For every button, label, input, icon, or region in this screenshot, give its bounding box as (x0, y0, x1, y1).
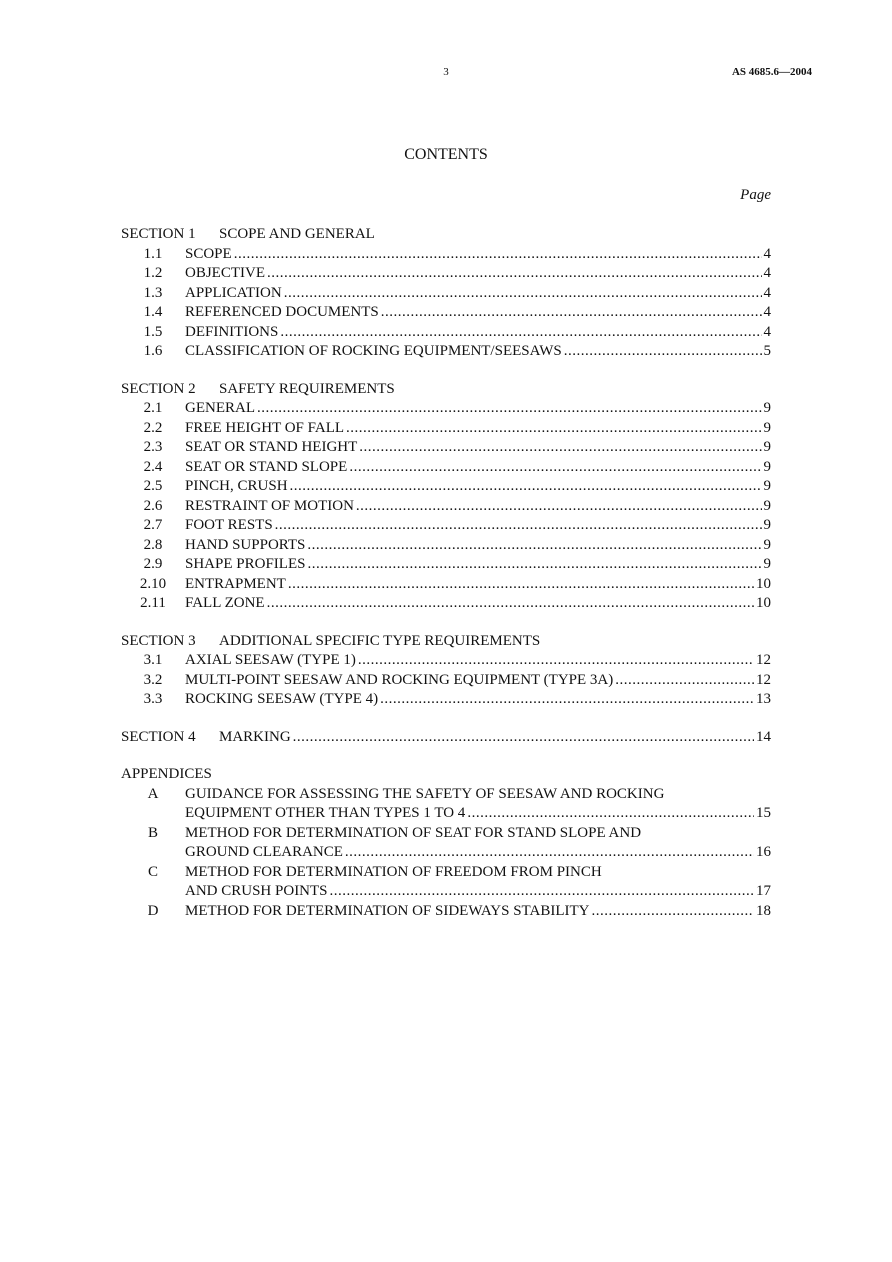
toc-entry[interactable] (121, 594, 771, 614)
clause-number: 3.3 (143, 691, 163, 707)
clause-number: 2.4 (143, 458, 163, 475)
page-column-label: Page (740, 187, 771, 203)
clause-title: REFERENCED DOCUMENTS (185, 304, 379, 320)
dot-leader (346, 419, 761, 439)
toc-entry[interactable] (121, 575, 771, 595)
toc-entry[interactable] (121, 728, 771, 748)
page-number: 4 (763, 265, 771, 281)
dot-leader (234, 245, 762, 265)
clause-title: SEAT OR STAND HEIGHT (185, 439, 358, 455)
toc-entry[interactable] (121, 690, 771, 710)
header-page-number: 3 (443, 66, 449, 78)
section-2-block (121, 380, 771, 614)
dot-leader (358, 651, 754, 671)
section-title: SCOPE AND GENERAL (219, 226, 375, 242)
appendix-title: GUIDANCE FOR ASSESSING THE SAFETY OF SEESAW AND ROCKING (185, 785, 665, 802)
section-heading[interactable] (121, 225, 771, 245)
section-number: SECTION 1 (121, 226, 196, 242)
appendix-letter: D (147, 902, 159, 919)
dot-leader (284, 284, 762, 304)
page-number: 4 (763, 304, 771, 320)
dot-leader (467, 804, 754, 824)
toc-entry[interactable] (121, 264, 771, 284)
page-number: 5 (763, 343, 771, 359)
clause-number: 3.1 (143, 652, 163, 668)
toc-entry[interactable] (121, 342, 771, 362)
clause-number: 1.5 (143, 323, 163, 340)
appendix-letter: B (147, 824, 158, 841)
appendix-title-cont: AND CRUSH POINTS (185, 883, 328, 899)
page-number: 9 (763, 497, 771, 514)
page-number: 10 (756, 595, 771, 611)
toc-entry[interactable] (121, 438, 771, 458)
appendix-entry-line[interactable] (121, 843, 771, 863)
toc-entry[interactable] (121, 651, 771, 671)
page-number: 9 (763, 536, 771, 553)
appendix-title: METHOD FOR DETERMINATION OF FREEDOM FROM PINCH (185, 863, 602, 880)
section-number: SECTION 3 (121, 632, 196, 649)
dot-leader (275, 516, 762, 536)
dot-leader (381, 303, 762, 323)
dot-leader (592, 902, 755, 922)
toc-entry[interactable] (121, 458, 771, 478)
appendix-entry-line[interactable] (121, 804, 771, 824)
clause-title: OBJECTIVE (185, 265, 265, 281)
dot-leader (307, 536, 761, 556)
clause-number: 2.9 (143, 556, 163, 572)
dot-leader (290, 477, 762, 497)
dot-leader (288, 575, 754, 595)
appendix-title: METHOD FOR DETERMINATION OF SIDEWAYS STABILITY (185, 902, 590, 919)
page-number: 12 (756, 652, 771, 668)
section-heading[interactable] (121, 632, 771, 652)
toc-entry[interactable] (121, 477, 771, 497)
clause-title: RESTRAINT OF MOTION (185, 497, 354, 514)
appendices-heading[interactable]: APPENDICES (121, 766, 212, 782)
clause-title: APPLICATION (185, 284, 282, 301)
section-title: ADDITIONAL SPECIFIC TYPE REQUIREMENTS (219, 632, 541, 649)
clause-number: 2.10 (139, 575, 167, 592)
toc-entry[interactable] (121, 323, 771, 343)
section-title: SAFETY REQUIREMENTS (219, 380, 395, 397)
section-number: SECTION 2 (121, 380, 196, 397)
page-number: 4 (763, 245, 771, 262)
page-number: 4 (763, 284, 771, 301)
toc-entry[interactable] (121, 671, 771, 691)
dot-leader (615, 671, 754, 691)
clause-number: 3.2 (143, 671, 163, 688)
toc-entry[interactable] (121, 536, 771, 556)
clause-number: 1.4 (143, 304, 163, 320)
clause-title: ROCKING SEESAW (TYPE 4) (185, 691, 379, 707)
appendix-entry-line[interactable] (121, 882, 771, 902)
clause-title: SHAPE PROFILES (185, 556, 306, 572)
page-number: 16 (756, 844, 771, 860)
appendix-title: METHOD FOR DETERMINATION OF SEAT FOR STAND SLOPE AND (185, 824, 642, 841)
dot-leader (345, 843, 754, 863)
page-number: 9 (763, 517, 771, 533)
clause-title: HAND SUPPORTS (185, 536, 306, 553)
clause-number: 2.8 (143, 536, 163, 553)
appendix-letter: C (147, 863, 158, 880)
clause-title: GENERAL (185, 400, 255, 416)
clause-number: 1.2 (143, 265, 163, 281)
table-of-contents (121, 225, 771, 939)
toc-entry[interactable] (121, 497, 771, 517)
clause-number: 2.6 (143, 497, 163, 514)
clause-title: ENTRAPMENT (185, 575, 286, 592)
dot-leader (307, 555, 761, 575)
appendix-entry-line[interactable] (121, 902, 771, 922)
clause-number: 2.7 (143, 517, 163, 533)
page-number: 13 (756, 691, 771, 707)
toc-entry[interactable] (121, 284, 771, 304)
clause-number: 1.1 (143, 245, 163, 262)
toc-entry[interactable] (121, 399, 771, 419)
page-number: 10 (756, 575, 771, 592)
clause-title: AXIAL SEESAW (TYPE 1) (185, 652, 356, 668)
page-number: 4 (763, 323, 771, 340)
appendix-entry-line[interactable] (121, 824, 771, 844)
page-number: 9 (763, 419, 771, 436)
appendix-title-cont: EQUIPMENT OTHER THAN TYPES 1 TO 4 (185, 805, 466, 821)
dot-leader (267, 594, 754, 614)
dot-leader (359, 438, 761, 458)
clause-title: FALL ZONE (185, 595, 265, 611)
appendix-entry-line[interactable] (121, 785, 771, 805)
clause-title: DEFINITIONS (185, 323, 279, 340)
dot-leader (380, 690, 754, 710)
page-number: 14 (756, 728, 771, 745)
clause-title: FREE HEIGHT OF FALL (185, 419, 345, 436)
dot-leader (564, 342, 762, 362)
dot-leader (257, 399, 762, 419)
page-number: 9 (763, 478, 771, 494)
page-number: 17 (756, 883, 771, 899)
appendix-letter: A (147, 785, 159, 802)
clause-number: 2.1 (143, 400, 163, 416)
clause-title: SEAT OR STAND SLOPE (185, 458, 348, 475)
dot-leader (330, 882, 754, 902)
section-title: MARKING (219, 728, 291, 745)
dot-leader (293, 728, 754, 748)
section-number: SECTION 4 (121, 728, 196, 745)
appendix-entry-line[interactable] (121, 863, 771, 883)
toc-entry[interactable] (121, 555, 771, 575)
section-4-block (121, 728, 771, 748)
section-3-block (121, 632, 771, 710)
toc-entry[interactable] (121, 419, 771, 439)
clause-title: SCOPE (185, 245, 232, 262)
clause-number: 1.6 (143, 343, 163, 359)
page-number: 18 (756, 902, 771, 919)
page-number: 9 (763, 458, 771, 475)
dot-leader (267, 264, 762, 284)
clause-number: 2.3 (143, 439, 163, 455)
dot-leader (349, 458, 761, 478)
appendices-block (121, 765, 771, 921)
page-number: 9 (763, 400, 771, 416)
page-number: 12 (756, 671, 771, 688)
toc-entry[interactable] (121, 516, 771, 536)
standard-designation: AS 4685.6—2004 (731, 66, 812, 78)
section-heading[interactable] (121, 380, 771, 400)
page-number: 15 (756, 805, 771, 821)
page-number: 9 (763, 556, 771, 572)
dot-leader (356, 497, 762, 517)
toc-entry[interactable] (121, 303, 771, 323)
section-1-block (121, 225, 771, 362)
clause-title: CLASSIFICATION OF ROCKING EQUIPMENT/SEESAWS (185, 343, 562, 359)
clause-number: 2.5 (143, 478, 163, 494)
clause-title: MULTI-POINT SEESAW AND ROCKING EQUIPMENT (TYPE 3A) (185, 671, 614, 688)
clause-title: FOOT RESTS (185, 517, 273, 533)
clause-number: 1.3 (143, 284, 163, 301)
dot-leader (280, 323, 761, 343)
clause-number: 2.11 (140, 595, 166, 611)
contents-title: CONTENTS (404, 146, 488, 163)
clause-title: PINCH, CRUSH (185, 478, 288, 494)
toc-entry[interactable] (121, 245, 771, 265)
appendix-title-cont: GROUND CLEARANCE (185, 844, 343, 860)
page-number: 9 (763, 439, 771, 455)
clause-number: 2.2 (143, 419, 163, 436)
